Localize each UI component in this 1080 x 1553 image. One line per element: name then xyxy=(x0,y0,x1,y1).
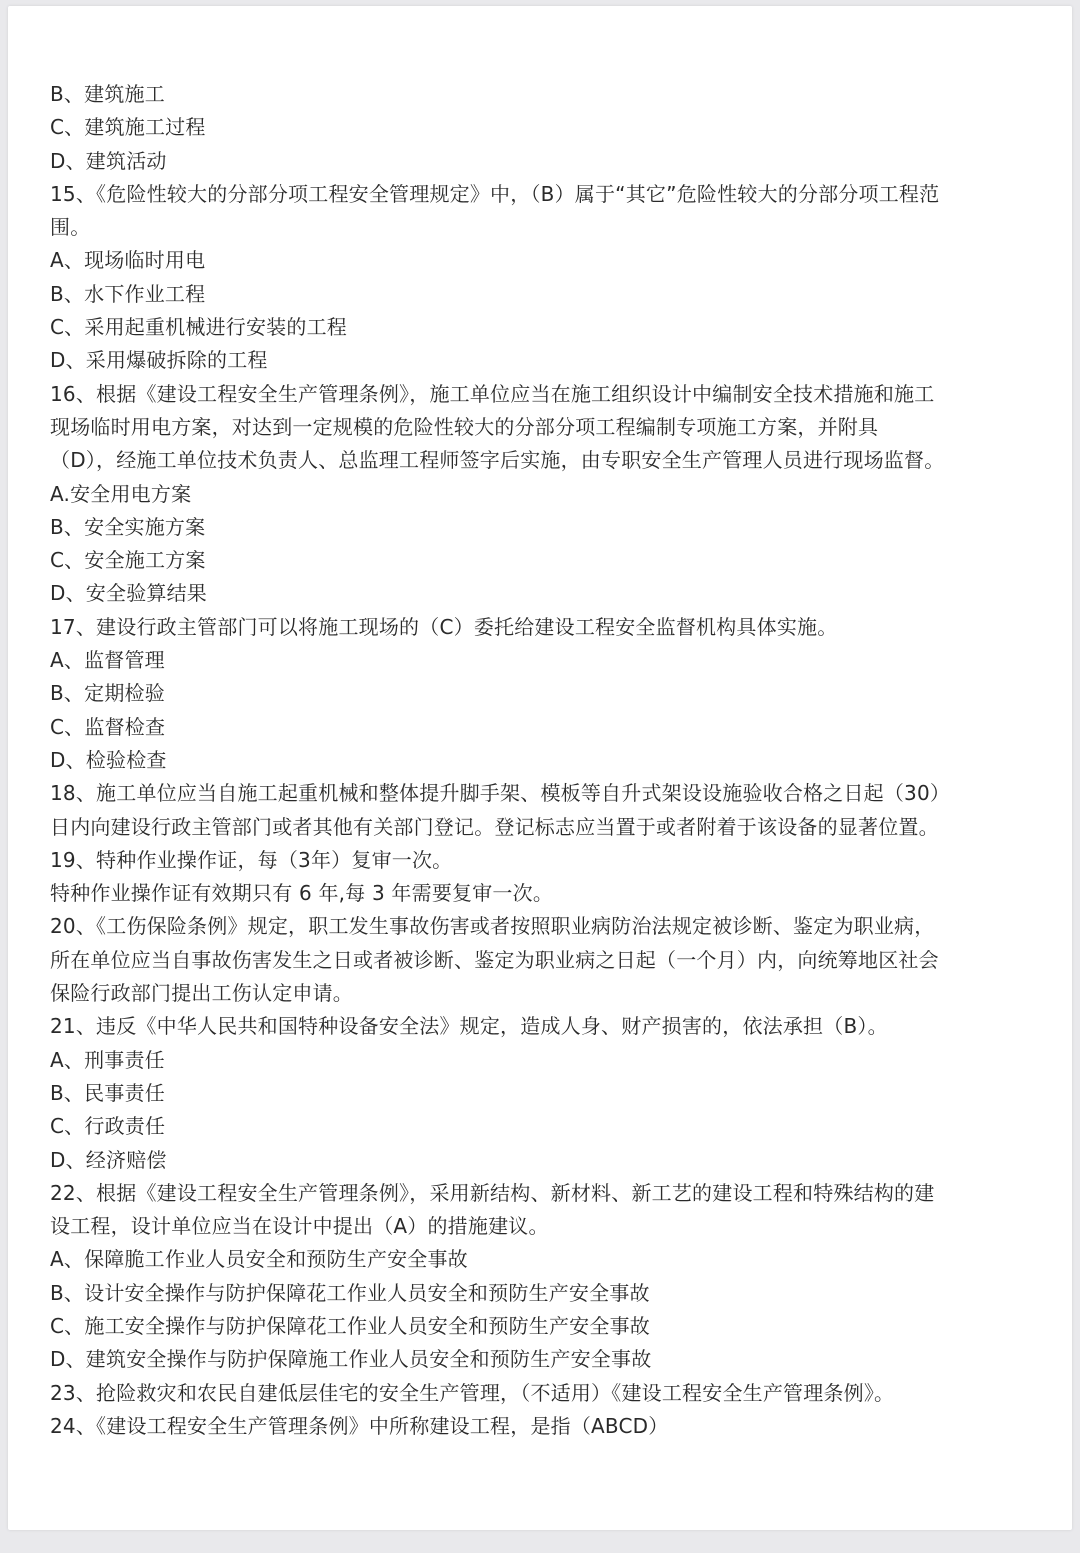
question-16-continued: （D），经施工单位技术负责人、总监理工程师签字后实施，由专职安全生产管理人员进行现场监督。 xyxy=(50,448,945,473)
option-line: A、现场临时用电 xyxy=(50,248,206,273)
question-17: 17、建设行政主管部门可以将施工现场的（C）委托给建设工程安全监督机构具体实施。 xyxy=(50,614,838,639)
option-line: B、安全实施方案 xyxy=(50,514,206,539)
option-line: C、施工安全操作与防护保障花工作业人员安全和预防生产安全事故 xyxy=(50,1313,650,1338)
option-line: D、建筑活动 xyxy=(50,148,167,173)
option-line: B、建筑施工 xyxy=(50,82,165,106)
option-line: A、刑事责任 xyxy=(50,1047,165,1072)
question-16-continued: 现场临时用电方案，对达到一定规模的危险性较大的分部分项工程编制专项施工方案，并附具 xyxy=(50,414,879,439)
question-18-continued: 日内向建设行政主管部门或者其他有关部门登记。登记标志应当置于或者附着于该设备的显著位置。 xyxy=(50,814,939,839)
question-20: 20、《工伤保险条例》规定，职工发生事故伤害或者按照职业病防治法规定被诊断、鉴定为职业病， xyxy=(50,914,935,939)
option-line: D、经济赔偿 xyxy=(50,1147,167,1172)
question-19: 19、特种作业操作证，每（3年）复审一次。 xyxy=(50,847,453,872)
question-23: 23、抢险救灾和农民自建低层佳宅的安全生产管理，（不适用）《建设工程安全生产管理条例》。 xyxy=(50,1380,895,1405)
document-body xyxy=(50,78,1050,1443)
option-line: C、行政责任 xyxy=(50,1114,166,1139)
option-line: D、安全验算结果 xyxy=(50,581,208,606)
question-20-continued: 保险行政部门提出工伤认定申请。 xyxy=(50,981,353,1006)
option-line: D、采用爆破拆除的工程 xyxy=(50,348,268,373)
question-21: 21、违反《中华人民共和国特种设备安全法》规定，造成人身、财产损害的，依法承担（B）。 xyxy=(50,1014,888,1039)
option-line: B、民事责任 xyxy=(50,1080,165,1105)
option-line: A.安全用电方案 xyxy=(50,481,192,506)
document-page xyxy=(8,6,1072,1530)
option-line: D、建筑安全操作与防护保障施工作业人员安全和预防生产安全事故 xyxy=(50,1347,652,1372)
question-22-continued: 设工程，设计单位应当在设计中提出（A）的措施建议。 xyxy=(50,1214,549,1239)
question-20-continued: 所在单位应当自事故伤害发生之日或者被诊断、鉴定为职业病之日起（一个月）内，向统筹地区社会 xyxy=(50,947,939,972)
question-15-continued: 围。 xyxy=(50,215,91,240)
option-line: C、监督检查 xyxy=(50,714,166,739)
option-line: D、检验检查 xyxy=(50,747,167,772)
option-line: C、采用起重机械进行安装的工程 xyxy=(50,315,347,340)
question-24: 24、《建设工程安全生产管理条例》中所称建设工程，是指（ABCD） xyxy=(50,1413,669,1438)
option-line: B、水下作业工程 xyxy=(50,281,206,306)
option-line: C、建筑施工过程 xyxy=(50,115,206,140)
question-22: 22、根据《建设工程安全生产管理条例》，采用新结构、新材料、新工艺的建设工程和特殊结构的建 xyxy=(50,1180,935,1205)
question-16: 16、根据《建设工程安全生产管理条例》，施工单位应当在施工组织设计中编制安全技术措施和施工 xyxy=(50,381,935,406)
option-line: A、监督管理 xyxy=(50,648,165,673)
question-18: 18、施工单位应当自施工起重机械和整体提升脚手架、模板等自升式架设设施验收合格之日起（30） xyxy=(50,781,951,806)
option-line: B、设计安全操作与防护保障花工作业人员安全和预防生产安全事故 xyxy=(50,1280,650,1305)
option-line: A、保障脆工作业人员安全和预防生产安全事故 xyxy=(50,1247,468,1272)
question-19-note: 特种作业操作证有效期只有 6 年,每 3 年需要复审一次。 xyxy=(50,881,554,906)
option-line: B、定期检验 xyxy=(50,681,165,706)
option-line: C、安全施工方案 xyxy=(50,548,206,573)
question-15: 15、《危险性较大的分部分项工程安全管理规定》中，（B）属于“其它”危险性较大的分部分项工程范 xyxy=(50,181,940,206)
